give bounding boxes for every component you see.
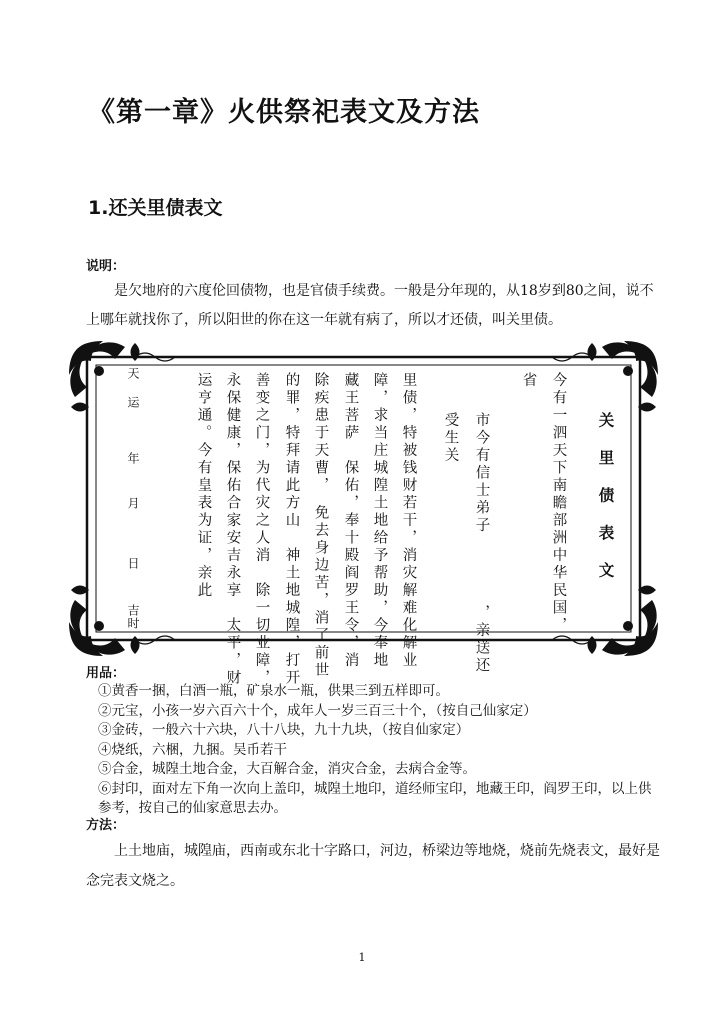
memorial-column: 除疾患于天曹， 免去身边苦，消了前世	[312, 372, 329, 680]
memorial-column: 天	[126, 367, 140, 382]
memorial-column: 今有一泗天下南瞻部洲中华民国，	[550, 372, 567, 635]
memorial-date-day: 日	[126, 557, 140, 572]
list-item: ⑥封印，面对左下角一次向上盖印，城隍土地印，道经师宝印，地藏王印，阎罗王印，以上供参考，按自己的仙家意思去办。	[98, 780, 652, 816]
memorial-frame	[65, 337, 662, 660]
page-title: 《第一章》火供祭祀表文及方法	[88, 97, 480, 128]
memorial-date-hour: 吉时	[126, 604, 140, 630]
memorial-date-month: 月	[126, 497, 140, 512]
memorial-column: 善变之门，为代灾之人消 除一切业障，	[253, 372, 270, 687]
list-item: ⑤合金，城隍土地合金，大百解合金，消灾合金，去病合金等。	[98, 761, 476, 777]
memorial-column: 障，求当庄城隍土地给予帮助，今奉地	[371, 372, 388, 670]
supplies-list	[98, 682, 664, 819]
memorial-column: 藏王菩萨 保佑，奉十殿阎罗王令，消	[342, 372, 359, 670]
supplies-label: 用品：	[86, 666, 126, 681]
list-item: ④烧纸，六梱，九捆。吴币若干	[98, 741, 287, 758]
memorial-column: 省	[520, 372, 537, 390]
method-label: 方法：	[86, 818, 126, 833]
memorial-heading: 关里债表文	[596, 412, 616, 600]
memorial-column: 市今有信士弟子 ，亲送还	[473, 412, 490, 675]
explanation-text: 是欠地府的六度伦回债物，也是官债手续费。一般是分年现的，从18岁到80之间，说不上哪年就找你了，所以阳世的你在这一年就有病了，所以才还债，叫关里债。	[86, 283, 654, 328]
memorial-column: 运	[126, 396, 140, 411]
section-title: 1.还关里债表文	[88, 197, 223, 219]
list-item: ①黄香一捆，白酒一瓶，矿泉水一瓶，供果三到五样即可。	[98, 683, 449, 699]
memorial-column: 受生关	[442, 412, 459, 465]
explanation-label: 说明：	[86, 259, 126, 274]
memorial-column: 永保健康，保佑合家安吉永享 太平，财	[224, 372, 241, 687]
memorial-column: 运亨通。今有皇表为证，亲此	[195, 372, 212, 600]
list-item: ②元宝，小孩一岁六百六十个，成年人一岁三百三十个，（按自己仙家定）	[98, 702, 537, 719]
method-text: 上土地庙，城隍庙，西南或东北十字路口，河边，桥梁边等地烧，烧前先烧表文，最好是念完表文烧之。	[86, 843, 660, 889]
memorial-column: 的罪，特拜请此方山 神土地城隍，打开	[283, 372, 300, 687]
memorial-date-year: 年	[126, 452, 140, 467]
corner-ornament-top-right	[588, 341, 659, 412]
list-item: ③金砖，一般六十六块，八十八块，九十九块，（按自仙家定）	[98, 722, 470, 738]
memorial-column: 里债，特被钱财若干，消灾解难化解业	[400, 372, 417, 670]
page-number: 1	[358, 951, 366, 964]
